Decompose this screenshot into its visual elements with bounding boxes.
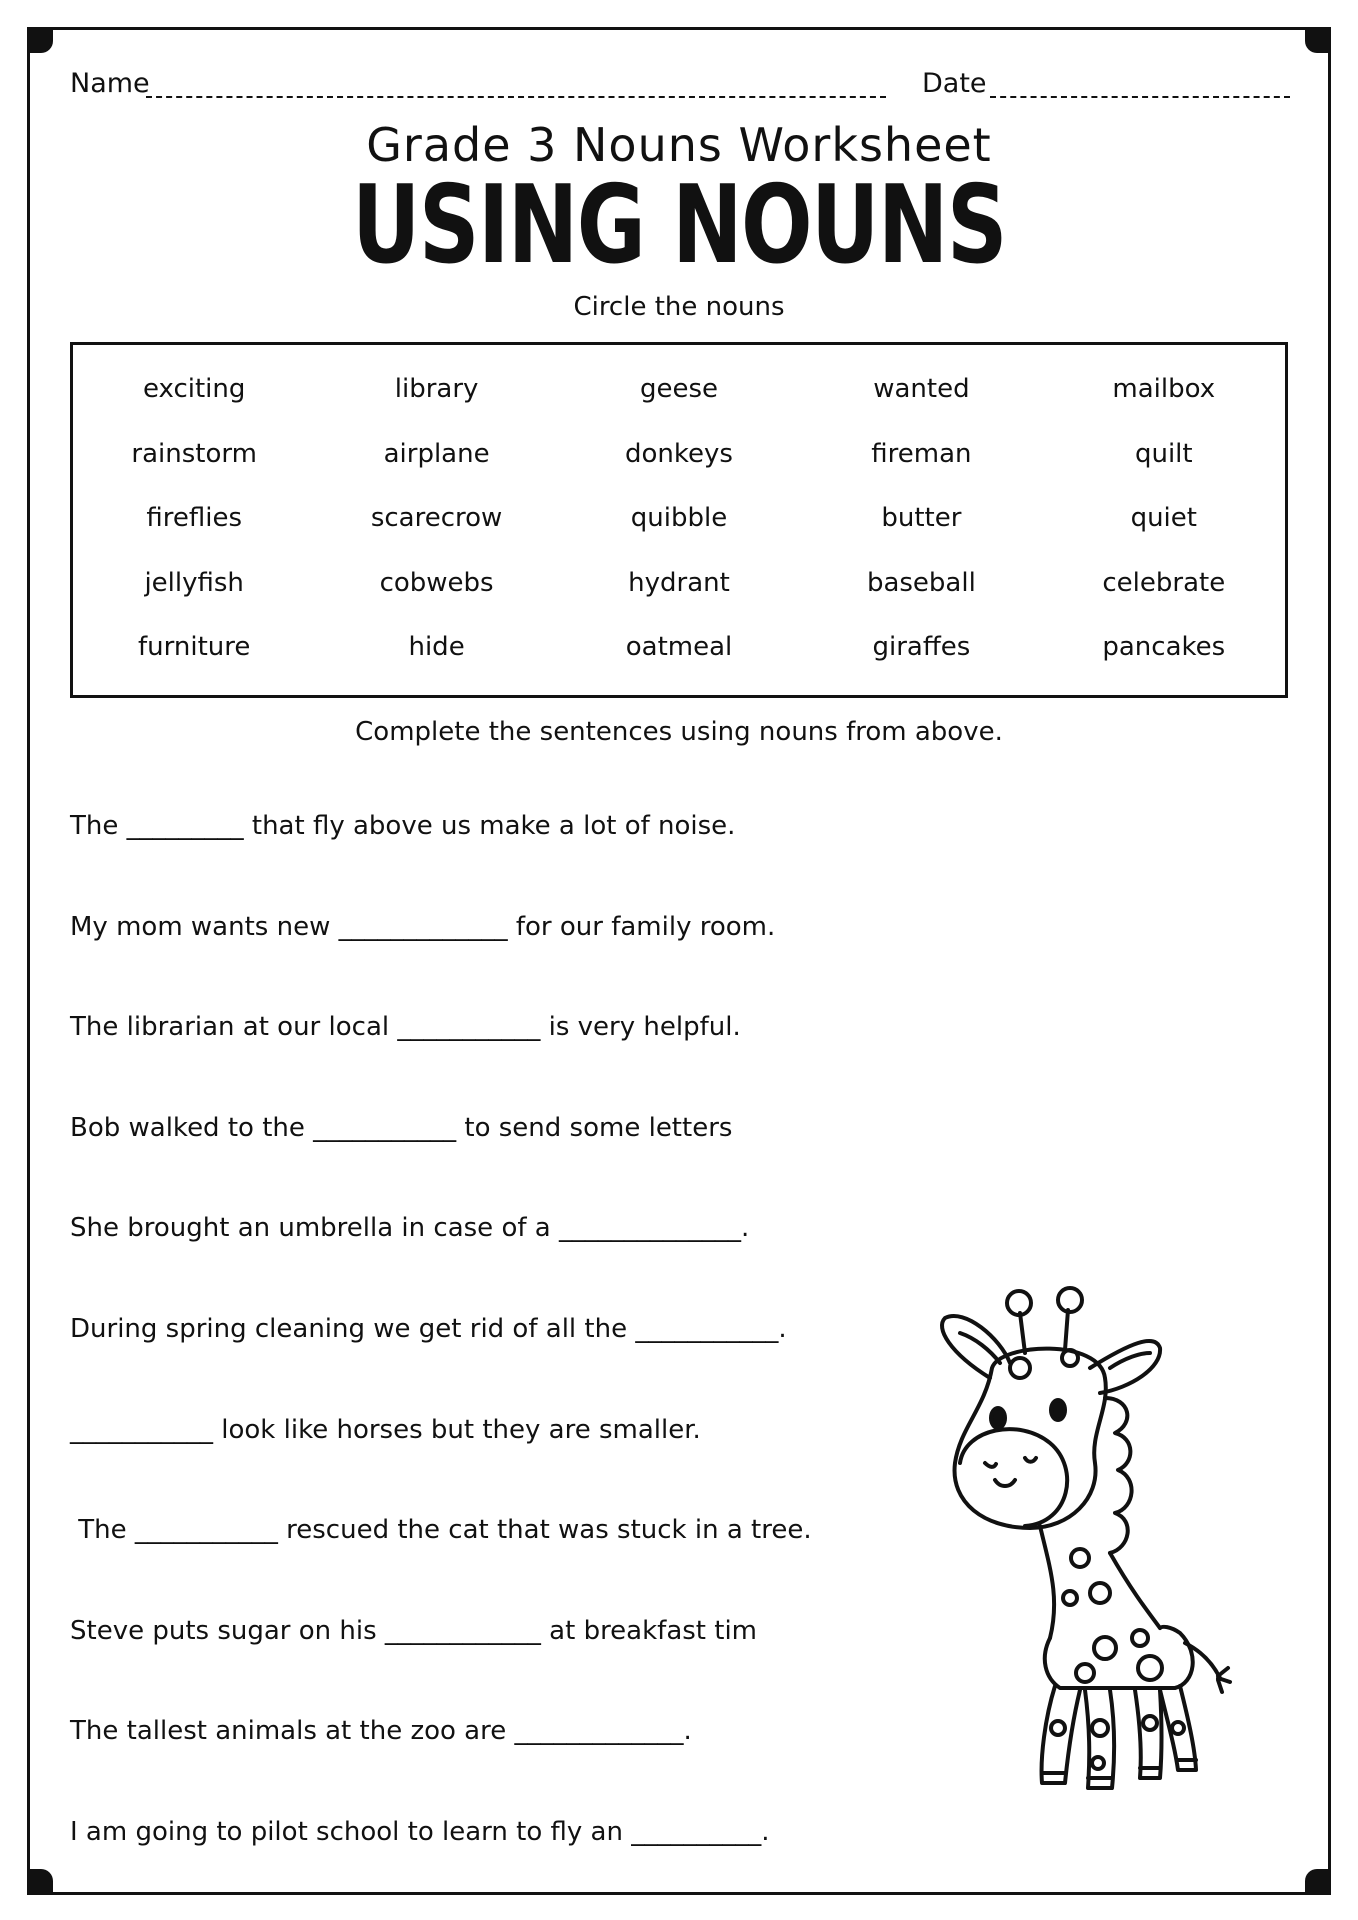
giraffe-illustration [930, 1258, 1250, 1808]
word-item[interactable]: geese [639, 374, 719, 404]
complete-instruction: Complete the sentences using nouns from above. [355, 717, 1003, 747]
word-item[interactable]: baseball [866, 567, 976, 598]
sentence-item: Bob walked to the ___________ to send some letters [70, 1112, 733, 1143]
sentence-item: Steve puts sugar on his ____________ at breakfast tim [70, 1615, 758, 1646]
sentence-item: My mom wants new _____________ for our family room. [70, 911, 776, 942]
word-item[interactable]: exciting [143, 374, 246, 404]
word-item[interactable]: furniture [138, 632, 251, 662]
word-grid [73, 369, 1285, 692]
sentence-item: The ___________ rescued the cat that was stuck in a tree. [70, 1515, 812, 1546]
word-bank [70, 342, 1288, 698]
word-item[interactable]: fireman [871, 438, 972, 469]
word-item[interactable]: butter [881, 503, 962, 533]
word-item[interactable]: celebrate [1102, 567, 1226, 598]
header-row [70, 68, 1290, 108]
corner-decoration [27, 27, 53, 53]
word-item[interactable]: fireflies [146, 503, 243, 533]
sentence-item: The librarian at our local ___________ is very helpful. [70, 1012, 741, 1043]
date-field[interactable] [990, 96, 1290, 98]
sentence-item: ___________ look like horses but they are smaller. [70, 1414, 701, 1445]
sentence-item: During spring cleaning we get rid of all the ___________. [70, 1313, 787, 1344]
name-field[interactable] [146, 96, 886, 98]
sentence-item: The _________ that fly above us make a lot of noise. [70, 811, 736, 841]
word-item[interactable]: library [394, 374, 479, 404]
sentence-list [70, 806, 910, 1913]
corner-decoration [1305, 27, 1331, 53]
word-item[interactable]: jellyfish [144, 567, 244, 598]
corner-decoration [27, 1869, 53, 1895]
name-label: Name [70, 68, 150, 99]
word-item[interactable]: wanted [873, 374, 970, 404]
sentence-item: She brought an umbrella in case of a ______________. [70, 1213, 750, 1244]
word-item[interactable]: cobwebs [379, 567, 494, 598]
date-label: Date [922, 68, 987, 99]
corner-decoration [1305, 1869, 1331, 1895]
word-item[interactable]: rainstorm [131, 438, 257, 469]
word-item[interactable]: pancakes [1102, 632, 1226, 662]
word-item[interactable]: hide [408, 632, 465, 662]
word-item[interactable]: airplane [383, 438, 490, 469]
worksheet-subtitle: Grade 3 Nouns Worksheet [366, 118, 992, 172]
circle-instruction: Circle the nouns [573, 292, 785, 322]
word-item[interactable]: oatmeal [625, 632, 733, 662]
word-item[interactable]: quiet [1130, 503, 1197, 533]
word-item[interactable]: quibble [630, 503, 728, 533]
worksheet-title: USING NOUNS [352, 163, 1006, 288]
word-item[interactable]: mailbox [1112, 374, 1216, 404]
word-item[interactable]: scarecrow [370, 503, 503, 533]
word-item[interactable]: quilt [1134, 438, 1193, 469]
sentence-item: The tallest animals at the zoo are _____________. [70, 1716, 692, 1747]
word-item[interactable]: donkeys [625, 438, 733, 469]
word-item[interactable]: giraffes [872, 632, 971, 662]
sentence-item: I am going to pilot school to learn to fly an __________. [70, 1816, 770, 1847]
word-item[interactable]: hydrant [628, 567, 730, 598]
